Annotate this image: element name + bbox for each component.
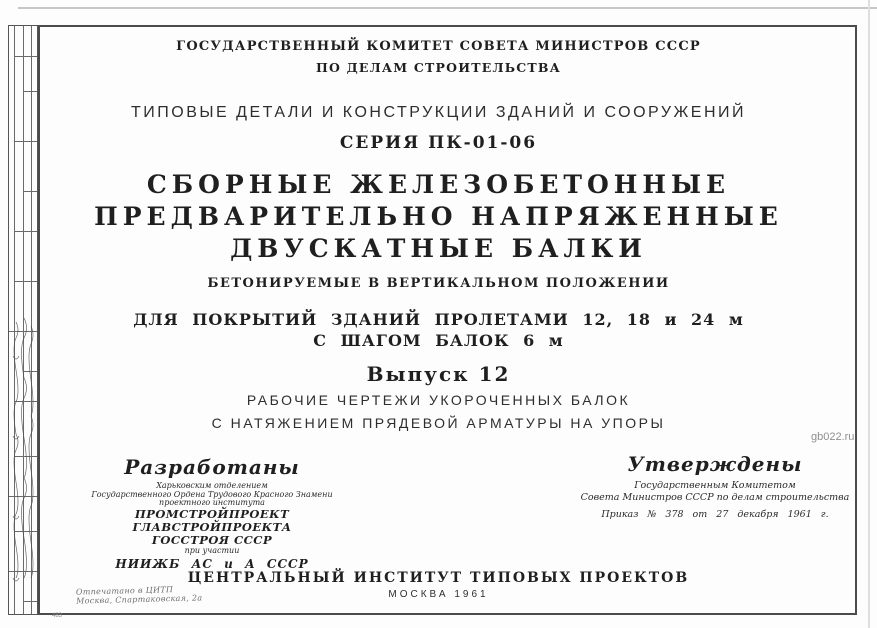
typical-details-line: ТИПОВЫЕ ДЕТАЛИ И КОНСТРУКЦИИ ЗДАНИЙ И СООРУЖЕНИЙ (130, 104, 747, 121)
issue-desc-line-2: С НАТЯЖЕНИЕМ ПРЯДЕВОЙ АРМАТУРЫ НА УПОРЫ (211, 415, 666, 431)
developed-line-2: Государственного Ордена Трудового Красного Знамени (91, 489, 333, 499)
watermark-text: gb022.ru (811, 431, 855, 443)
developed-line-7: НИИЖБ АС и А СССР (115, 557, 309, 571)
approved-by-block (570, 452, 860, 520)
approval-order-line: Приказ № 378 от 27 декабря 1961 г. (601, 509, 829, 520)
main-title-line-3: ДВУСКАТНЫЕ БАЛКИ (230, 234, 647, 263)
stamp-divider (14, 56, 37, 57)
developed-line-4: ПРОМСТРОЙПРОЕКТ ГЛАВСТРОЙПРОЕКТА (132, 506, 292, 534)
city-year-line: МОСКВА 1961 (388, 589, 489, 600)
developed-heading: Разработаны (124, 455, 300, 479)
approved-line-1: Государственным Комитетом (634, 480, 796, 491)
spans-line-2: С ШАГОМ БАЛОК 6 м (313, 331, 564, 350)
print-note-line-2: Москва, Спартаковская, 2а (76, 593, 203, 606)
spans-line-1: ДЛЯ ПОКРЫТИЙ ЗДАНИЙ ПРОЛЕТАМИ 12, 18 и 24 м (133, 310, 744, 329)
issue-number-line: Выпуск 12 (366, 362, 511, 386)
approved-line-2: Совета Министров СССР по делам строительства (580, 492, 850, 503)
developed-line-5: ГОССТРОЯ СССР (151, 532, 273, 547)
developed-line-1: Харьковским отделением (156, 481, 268, 490)
developed-line-6: при участии (184, 545, 240, 555)
sheet-number: 483 (52, 613, 63, 619)
print-note (76, 584, 203, 605)
committee-line-1: ГОСУДАРСТВЕННЫЙ КОМИТЕТ СОВЕТА МИНИСТРОВ СССР (176, 39, 701, 54)
print-note-line-1: Отпечатано в ЦИТП (75, 585, 174, 597)
series-number-line: СЕРИЯ ПК-01-06 (339, 133, 538, 153)
concreting-method-line: БЕТОНИРУЕМЫЕ В ВЕРТИКАЛЬНОМ ПОЛОЖЕНИИ (207, 276, 670, 291)
main-title-line-2: ПРЕДВАРИТЕЛЬНО НАПРЯЖЕННЫЕ (94, 202, 783, 231)
developed-by-block (62, 455, 362, 571)
stamp-divider (14, 231, 37, 232)
scan-edge-top-line (18, 7, 877, 9)
stamp-divider (23, 91, 37, 92)
main-title-line-1: СБОРНЫЕ ЖЕЛЕЗОБЕТОННЫЕ (146, 170, 731, 199)
publisher-institute-line: ЦЕНТРАЛЬНЫЙ ИНСТИТУТ ТИПОВЫХ ПРОЕКТОВ (187, 570, 690, 586)
approved-heading: Утверждены (627, 452, 803, 476)
signature-scribbles (9, 316, 37, 606)
issue-desc-line-1: РАБОЧИЕ ЧЕРТЕЖИ УКОРОЧЕННЫХ БАЛОК (246, 392, 631, 408)
committee-line-2: ПО ДЕЛАМ СТРОИТЕЛЬСТВА (315, 60, 562, 75)
developed-line-3: проектного института (159, 498, 265, 507)
